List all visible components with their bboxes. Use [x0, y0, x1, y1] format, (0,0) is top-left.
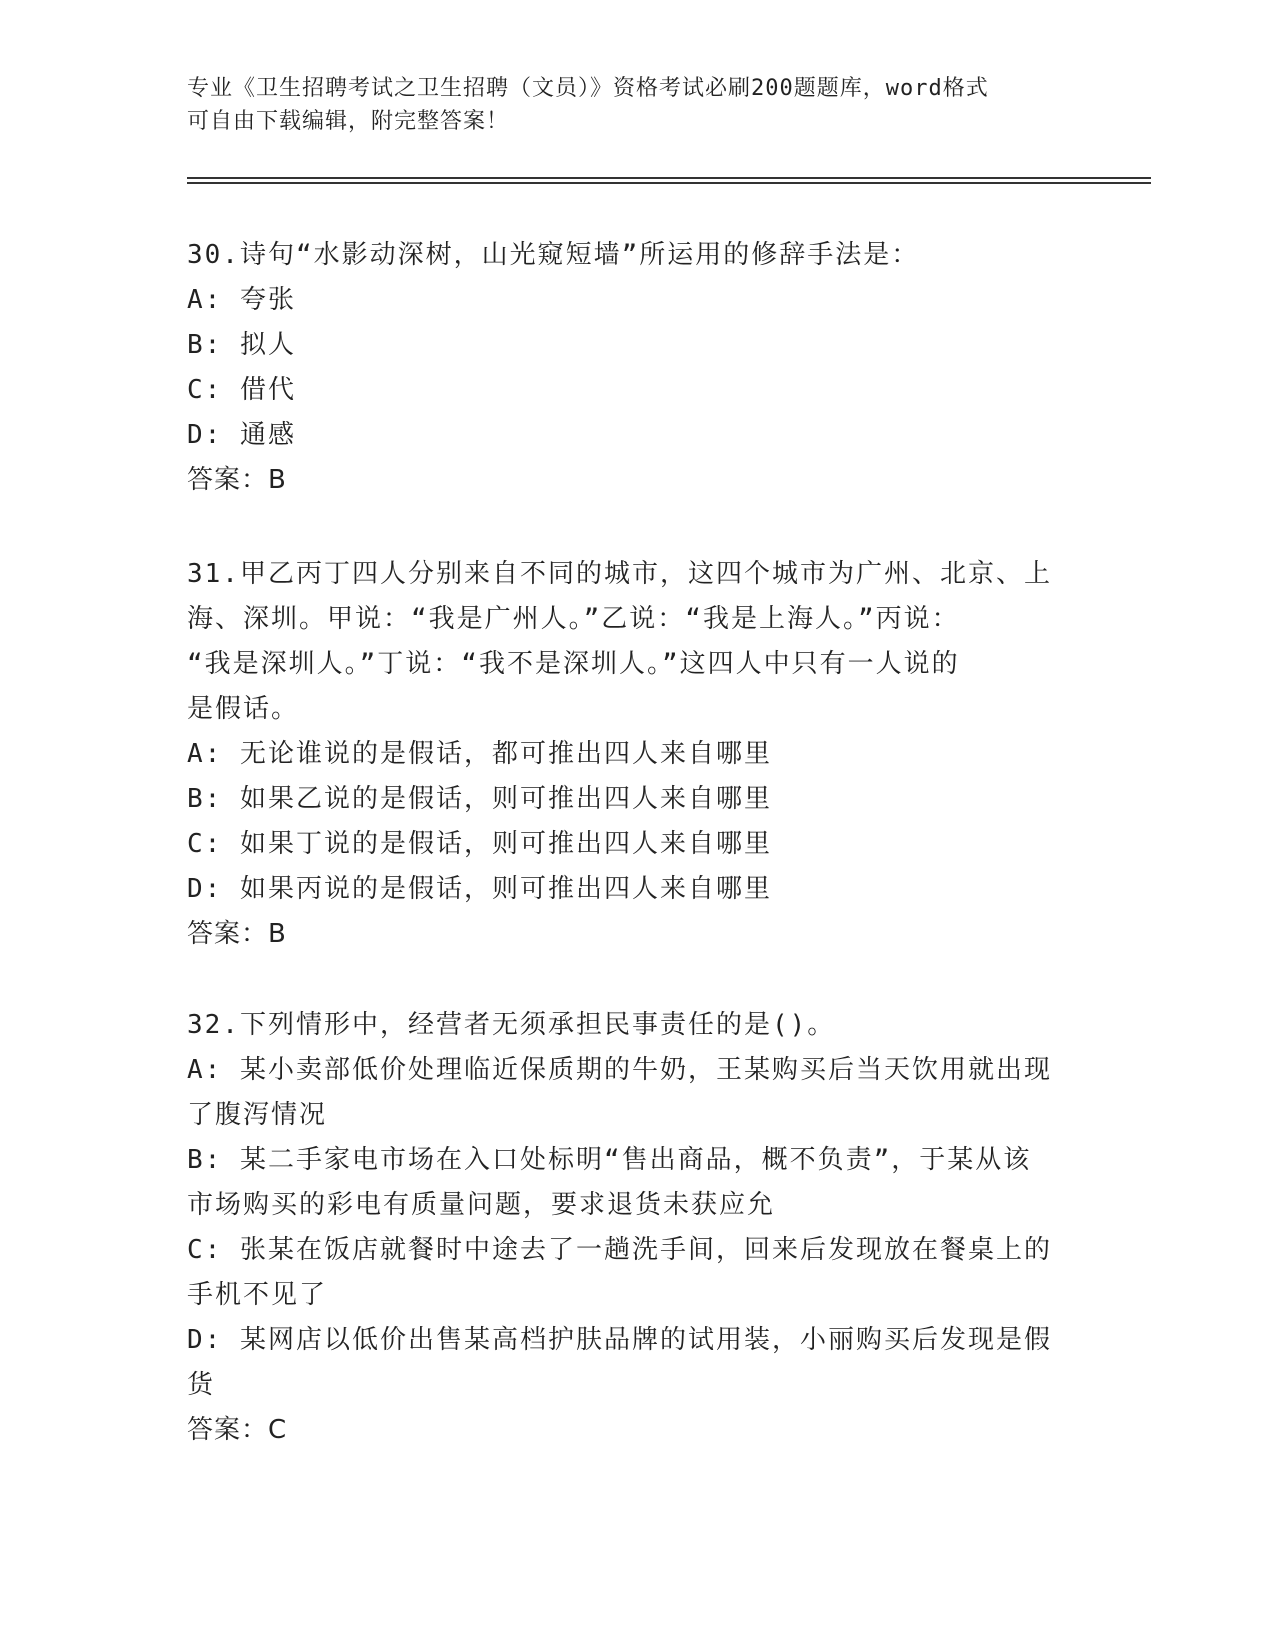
option-c: C: 如果丁说的是假话，则可推出四人来自哪里 — [187, 829, 772, 859]
question-stem: 30.诗句“水影动深树，山光窥短墙”所运用的修辞手法是： — [187, 240, 920, 270]
answer: 答案：C — [187, 1415, 288, 1445]
option-b: B: 如果乙说的是假话，则可推出四人来自哪里 — [187, 784, 772, 814]
header-line-1: 专业《卫生招聘考试之卫生招聘（文员）》资格考试必刷200题题库，word格式 — [187, 76, 989, 101]
option-a: A: 无论谁说的是假话，都可推出四人来自哪里 — [187, 739, 772, 769]
question-stem: 32.下列情形中，经营者无须承担民事责任的是()。 — [187, 1010, 836, 1040]
option-d-line-2: 货 — [187, 1370, 216, 1400]
option-a-line-2: 了腹泻情况 — [187, 1100, 328, 1130]
question-30 — [187, 233, 1067, 503]
document-header — [187, 72, 1087, 138]
question-stem-line-1: 31.甲乙丙丁四人分别来自不同的城市，这四个城市为广州、北京、上 — [187, 559, 1052, 589]
option-b-line-2: 市场购买的彩电有质量问题，要求退货未获应允 — [187, 1190, 776, 1220]
header-rule-top — [187, 177, 1151, 179]
option-a-line-1: A: 某小卖部低价处理临近保质期的牛奶，王某购买后当天饮用就出现 — [187, 1055, 1052, 1085]
option-b: B: 拟人 — [187, 330, 296, 360]
answer: 答案：B — [187, 919, 287, 949]
option-d-line-1: D: 某网店以低价出售某高档护肤品牌的试用装，小丽购买后发现是假 — [187, 1325, 1052, 1355]
question-32 — [187, 1003, 1067, 1453]
header-line-2: 可自由下载编辑，附完整答案！ — [187, 109, 510, 134]
question-stem-line-4: 是假话。 — [187, 694, 300, 724]
option-b-line-1: B: 某二手家电市场在入口处标明“售出商品，概不负责”，于某从该 — [187, 1145, 1032, 1175]
question-31 — [187, 552, 1067, 957]
header-rule-bottom — [187, 182, 1151, 184]
answer: 答案：B — [187, 465, 287, 495]
option-a: A: 夸张 — [187, 285, 296, 315]
option-d: D: 如果丙说的是假话，则可推出四人来自哪里 — [187, 874, 772, 904]
option-d: D: 通感 — [187, 420, 296, 450]
option-c-line-1: C: 张某在饭店就餐时中途去了一趟洗手间，回来后发现放在餐桌上的 — [187, 1235, 1052, 1265]
option-c-line-2: 手机不见了 — [187, 1280, 328, 1310]
option-c: C: 借代 — [187, 375, 296, 405]
question-stem-line-3: “我是深圳人。”丁说：“我不是深圳人。”这四人中只有一人说的 — [187, 649, 960, 679]
question-stem-line-2: 海、深圳。甲说：“我是广州人。”乙说：“我是上海人。”丙说： — [187, 604, 960, 634]
